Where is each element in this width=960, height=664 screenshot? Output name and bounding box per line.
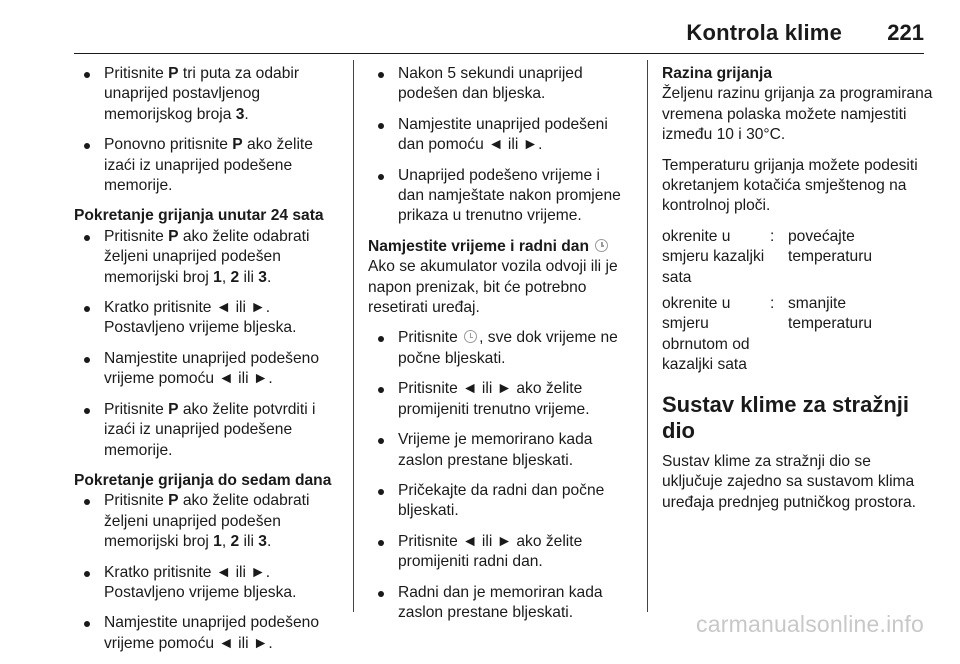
list-item: Kratko pritisnite ◄ ili ►. Postavljeno vrijeme bljeska. bbox=[74, 298, 336, 339]
table-row bbox=[662, 227, 934, 288]
bullet-icon bbox=[84, 621, 90, 627]
bullet-icon bbox=[378, 72, 384, 78]
header-rule bbox=[74, 53, 924, 54]
list-item: Vrijeme je memorirano kada zaslon prestane bljeskati. bbox=[368, 430, 630, 471]
bullet-icon bbox=[378, 123, 384, 129]
clock-icon bbox=[595, 239, 608, 252]
bullet-icon bbox=[84, 306, 90, 312]
column-divider bbox=[647, 60, 648, 612]
bullet-icon bbox=[378, 174, 384, 180]
section-heading: Razina grijanja bbox=[662, 65, 773, 82]
bullet-icon bbox=[84, 499, 90, 505]
list-item: Namjestite unaprijed podešeno vrijeme pomoću ◄ ili ►. bbox=[74, 613, 336, 654]
paragraph: Željenu razinu grijanja za programirana vremena polaska možete namjestiti između 10 i 30°C. bbox=[662, 85, 933, 144]
list-item: Radni dan je memoriran kada zaslon prestane bljeskati. bbox=[368, 583, 630, 624]
column-left bbox=[74, 64, 336, 664]
page-number: 221 bbox=[887, 20, 924, 45]
table-row bbox=[662, 294, 934, 376]
header-title: Kontrola klime bbox=[686, 20, 842, 45]
table-cell-sep: : bbox=[770, 227, 775, 245]
watermark: carmanualsonline.info bbox=[696, 611, 924, 637]
paragraph: Ako se akumulator vozila odvoji ili je napon prenizak, bit će potrebno resetirati uređaj. bbox=[368, 258, 618, 317]
section-title: Sustav klime za stražnji dio bbox=[662, 391, 909, 443]
paragraph: Temperaturu grijanja možete podesiti okretanjem kotačića smještenog na kontrolnoj ploči. bbox=[662, 156, 918, 215]
table-cell-key: okrenite u smjeru obrnutom od kazaljki sata bbox=[662, 295, 750, 374]
bullet-icon bbox=[378, 438, 384, 444]
list-item: Pritisnite P ako želite odabrati željeni unaprijed podešen memorijski broj 1, 2 ili 3. bbox=[74, 491, 336, 552]
bullet-icon bbox=[84, 408, 90, 414]
bullet-icon bbox=[84, 571, 90, 577]
list-item: Nakon 5 sekundi unaprijed podešen dan bljeska. bbox=[368, 64, 630, 105]
bullet-icon bbox=[84, 143, 90, 149]
list-item: Ponovno pritisnite P ako želite izaći iz unaprijed podešene memorije. bbox=[74, 135, 336, 196]
list-item: Pritisnite ◄ ili ► ako želite promijeniti trenutno vrijeme. bbox=[368, 379, 630, 420]
list-item: Unaprijed podešeno vrijeme i dan namještate nakon promjene prikaza u trenutno vrijeme. bbox=[368, 166, 630, 227]
bullet-icon bbox=[378, 489, 384, 495]
list-item: Pritisnite ◄ ili ► ako želite promijeniti radni dan. bbox=[368, 532, 630, 573]
table-cell-key: okrenite u smjeru kazaljki sata bbox=[662, 227, 765, 286]
bullet-icon bbox=[84, 357, 90, 363]
section-heading: Namjestite vrijeme i radni dan bbox=[368, 237, 630, 257]
section-heading: Pokretanje grijanja do sedam dana bbox=[74, 471, 332, 489]
list-item: Pričekajte da radni dan počne bljeskati. bbox=[368, 481, 630, 522]
list-item: Pritisnite P ako želite odabrati željeni unaprijed podešen memorijski broj 1, 2 ili 3. bbox=[74, 227, 336, 288]
list-item: Namjestite unaprijed podešeni dan pomoću ◄ ili ►. bbox=[368, 115, 630, 156]
bullet-icon bbox=[84, 72, 90, 78]
list-item: Namjestite unaprijed podešeno vrijeme pomoću ◄ ili ►. bbox=[74, 349, 336, 390]
bullet-icon bbox=[378, 540, 384, 546]
column-right bbox=[662, 64, 934, 523]
list-item: Pritisnite , sve dok vrijeme ne počne bljeskati. bbox=[368, 328, 630, 369]
table-cell-value: smanjite temperaturu bbox=[788, 295, 873, 333]
table-cell-value: povećajte temperaturu bbox=[788, 227, 873, 266]
table-cell-sep: : bbox=[770, 295, 775, 313]
bullet-icon bbox=[378, 591, 384, 597]
bullet-icon bbox=[378, 387, 384, 393]
column-divider bbox=[353, 60, 354, 612]
section-heading: Pokretanje grijanja unutar 24 sata bbox=[74, 207, 324, 225]
column-middle bbox=[368, 64, 630, 633]
list-item: Pritisnite P tri puta za odabir unaprijed postavljenog memorijskog broja 3. bbox=[74, 64, 336, 125]
clock-icon bbox=[464, 330, 477, 343]
page-header bbox=[0, 0, 960, 56]
bullet-icon bbox=[378, 336, 384, 342]
list-item: Pritisnite P ako želite potvrditi i izaći iz unaprijed podešene memorije. bbox=[74, 400, 336, 461]
list-item: Kratko pritisnite ◄ ili ►. Postavljeno vrijeme bljeska. bbox=[74, 563, 336, 604]
paragraph: Sustav klime za stražnji dio se uključuje zajedno sa sustavom klima uređaja prednjeg putničkog prostora. bbox=[662, 452, 916, 511]
bullet-icon bbox=[84, 235, 90, 241]
